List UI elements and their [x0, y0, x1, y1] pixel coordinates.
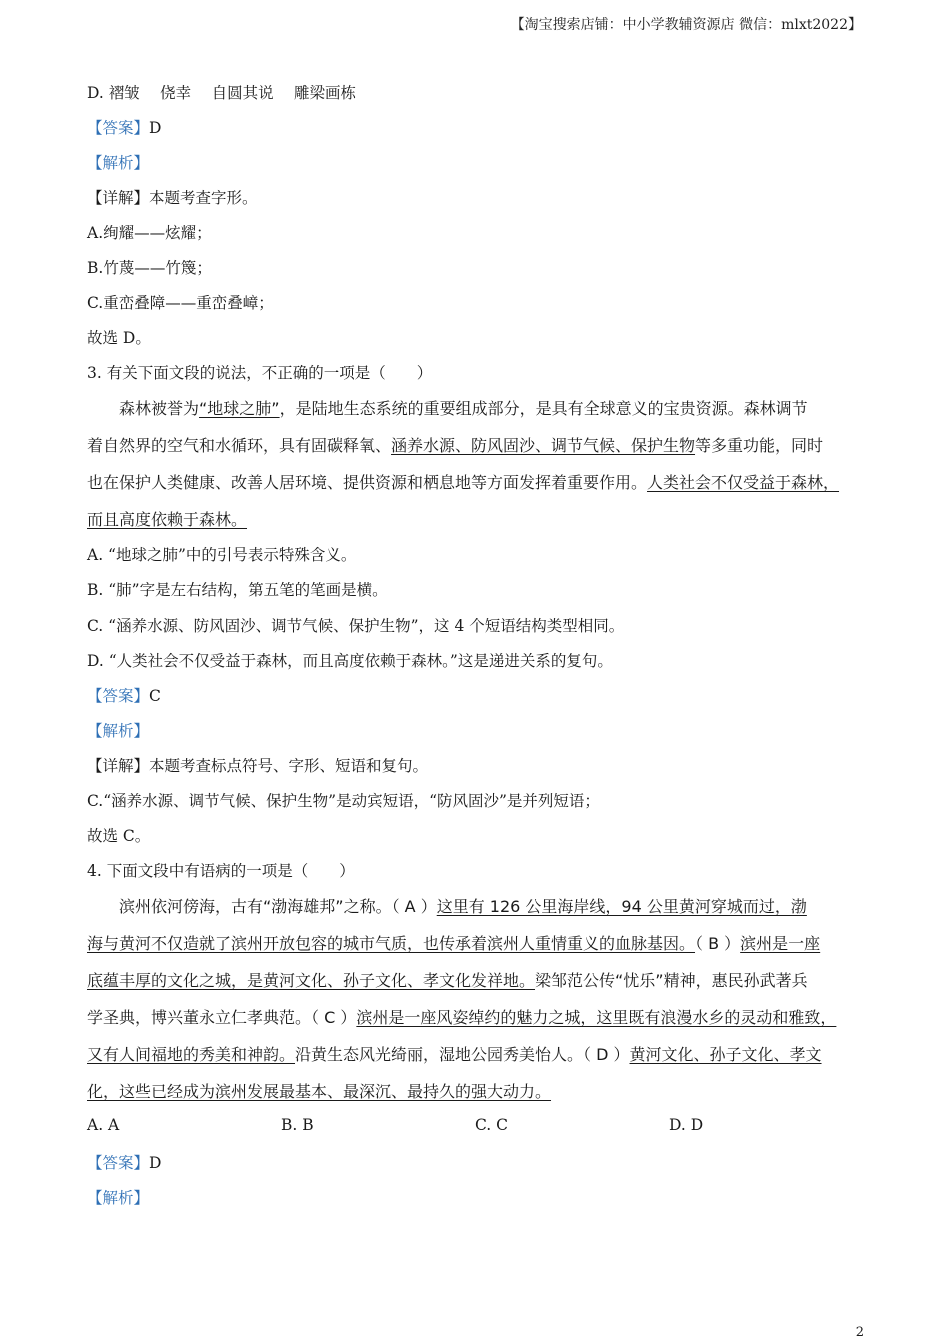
q3-passage-line-2	[87, 433, 823, 456]
q3-option-d: D. “人类社会不仅受益于森林，而且高度依赖于森林。”这是递进关系的复句。	[87, 652, 613, 670]
q2-option-d: D. 褶皱 侥幸 自圆其说 雕梁画栋	[87, 84, 357, 102]
q4-passage-line-3	[87, 968, 808, 991]
underlined-text: 这里有 126 公里海岸线，94 公里黄河穿城而过，渤	[436, 897, 807, 916]
q2-detail: 本题考查字形。	[149, 189, 258, 207]
q3-passage-line-3	[87, 470, 839, 493]
q2-detail-line	[87, 186, 258, 208]
q4-passage-line-4	[87, 1005, 836, 1028]
text: 学圣典，博兴董永立仁孝典范。（ C ）	[87, 1008, 357, 1027]
q4-option-c: C. C	[475, 1116, 509, 1134]
text: ，是陆地生态系统的重要组成部分，是具有全球意义的宝贵资源。森林调节	[279, 399, 808, 418]
underlined-text: 又有人间福地的秀美和神韵。	[87, 1045, 296, 1064]
q4-passage-line-5	[87, 1042, 822, 1065]
page-header: 【淘宝搜索店铺：中小学教辅资源店 微信：mlxt2022】	[510, 17, 862, 33]
q2-expl-c: C.重峦叠障——重峦叠嶂；	[87, 294, 274, 312]
answer-tag: 【答案】	[87, 1154, 150, 1172]
underlined-text: 而且高度依赖于森林。	[87, 510, 248, 529]
detail-tag: 【详解】	[87, 757, 150, 775]
page-number: 2	[855, 1325, 864, 1340]
detail-tag: 【详解】	[87, 189, 150, 207]
underlined-text: 化，这些已经成为滨州发展最基本、最深沉、最持久的强大动力。	[87, 1082, 552, 1101]
q4-answer-line	[87, 1151, 161, 1173]
q3-option-a: A. “地球之肺”中的引号表示特殊含义。	[87, 546, 357, 564]
underlined-text: 海与黄河不仅造就了滨州开放包容的城市气质，也传承着滨州人重情重义的血脉基因。	[87, 934, 696, 953]
q4-option-d: D. D	[669, 1116, 704, 1134]
text: （ B ）	[695, 934, 741, 953]
q2-answer: D	[149, 119, 162, 137]
q3-answer-line	[87, 684, 161, 706]
underlined-text: 底蕴丰厚的文化之城，是黄河文化、孙子文化、孝文化发祥地。	[87, 971, 536, 990]
q4-answer: D	[149, 1154, 162, 1172]
underlined-text: 涵养水源、防风固沙、调节气候、保护生物	[391, 436, 696, 455]
q3-detail-line	[87, 754, 428, 776]
q3-analysis-tag: 【解析】	[87, 722, 150, 740]
answer-tag: 【答案】	[87, 687, 150, 705]
text: 沿黄生态风光绮丽，湿地公园秀美怡人。（ D ）	[295, 1045, 630, 1064]
q4-option-b: B. B	[281, 1116, 314, 1134]
q3-conclusion: 故选 C。	[87, 827, 151, 845]
q4-passage-line-2	[87, 931, 820, 954]
answer-tag: 【答案】	[87, 119, 150, 137]
q4-stem: 4. 下面文段中有语病的一项是（ ）	[87, 862, 355, 880]
underlined-text: “地球之肺”	[199, 399, 280, 418]
underlined-text: 滨州是一座	[740, 934, 821, 953]
underlined-text: 黄河文化、孙子文化、孝文	[629, 1045, 822, 1064]
q3-answer: C	[149, 687, 161, 705]
q4-analysis-tag: 【解析】	[87, 1189, 150, 1207]
q4-passage-line-1	[87, 894, 807, 917]
q2-analysis-tag: 【解析】	[87, 154, 150, 172]
q2-answer-line	[87, 116, 161, 138]
text: 滨州依河傍海，古有“渤海雄邦”之称。（ A ）	[87, 897, 437, 916]
text: 着自然界的空气和水循环，具有固碳释氧、	[87, 436, 392, 455]
q2-conclusion: 故选 D。	[87, 329, 151, 347]
q2-expl-a: A.绚耀——炫耀；	[87, 224, 212, 242]
q4-passage-line-6	[87, 1079, 551, 1102]
q3-passage-line-1	[87, 396, 808, 419]
q3-explanation: C.“涵养水源、调节气候、保护生物”是动宾短语，“防风固沙”是并列短语；	[87, 792, 600, 810]
q2-expl-b: B.竹蔑——竹篾；	[87, 259, 212, 277]
q3-passage-line-4	[87, 507, 247, 530]
q3-option-c: C. “涵养水源、防风固沙、调节气候、保护生物”，这 4 个短语结构类型相同。	[87, 617, 625, 635]
underlined-text: 人类社会不仅受益于森林，	[647, 473, 840, 492]
underlined-text: 滨州是一座风姿绰约的魅力之城，这里既有浪漫水乡的灵动和雅致，	[356, 1008, 837, 1027]
q3-option-b: B. “肺”字是左右结构，第五笔的笔画是横。	[87, 581, 388, 599]
q3-stem: 3. 有关下面文段的说法，不正确的一项是（ ）	[87, 364, 433, 382]
text: 等多重功能，同时	[695, 436, 824, 455]
q3-detail: 本题考查标点符号、字形、短语和复句。	[149, 757, 429, 775]
text: 森林被誉为	[87, 399, 200, 418]
q4-option-a: A. A	[87, 1116, 120, 1134]
text: 梁邹范公传“忧乐”精神，惠民孙武著兵	[535, 971, 808, 990]
text: 也在保护人类健康、改善人居环境、提供资源和栖息地等方面发挥着重要作用。	[87, 473, 648, 492]
